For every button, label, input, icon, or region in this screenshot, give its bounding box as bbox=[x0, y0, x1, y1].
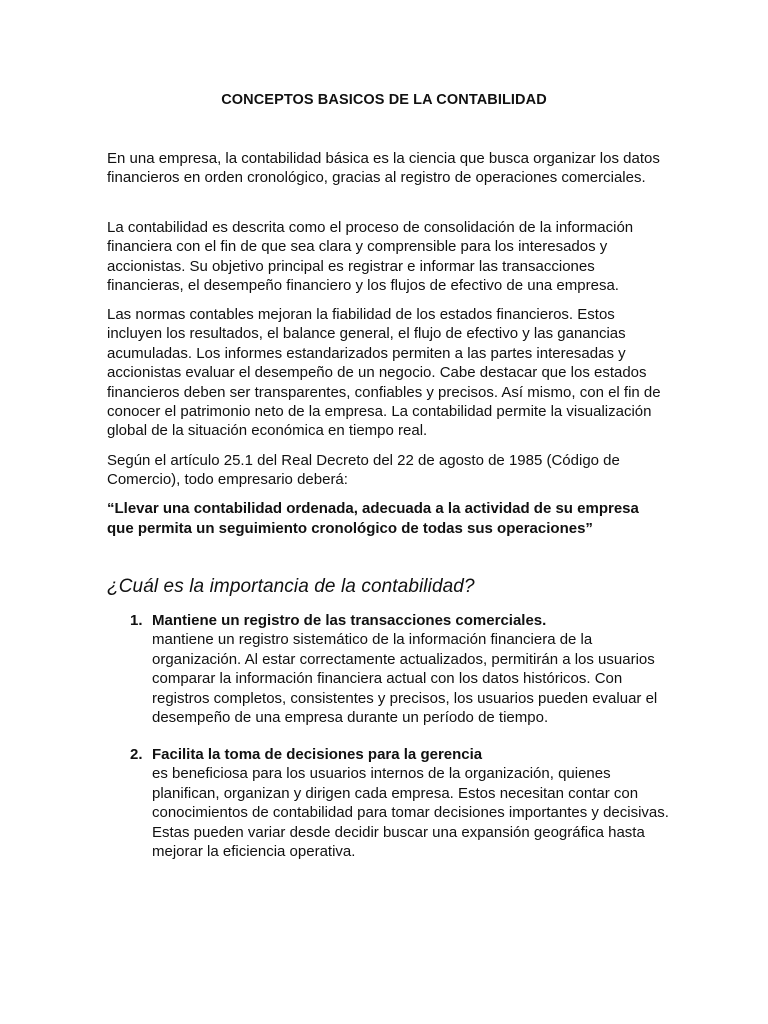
section-heading: ¿Cuál es la importancia de la contabilidad? bbox=[107, 576, 475, 597]
list-item-text: mantiene un registro sistemático de la información financiera de la organización. Al estar correctamente actualizados, permitirán a los usuarios comparar la información financiera actual con los datos históricos. Con registros completos, consistentes y precisos, los usuarios pueden evaluar el desempeño de una empresa durante un período de tiempo. bbox=[152, 631, 658, 727]
list-item-title: Mantiene un registro de las transacciones comerciales. bbox=[152, 612, 547, 629]
list-item-title: Facilita la toma de decisiones para la gerencia bbox=[152, 746, 483, 763]
list-item bbox=[130, 611, 670, 727]
list-item-text: es beneficiosa para los usuarios internos de la organización, quienes planifican, organizan y dirigen cada empresa. Estos necesitan contar con conocimientos de contabilidad para tomar decisiones importantes y decisivas. Estas pueden variar desde decidir buscar una expansión geográfica hasta mejorar la eficiencia operativa. bbox=[152, 765, 669, 861]
list-item-number: 2. bbox=[130, 746, 143, 763]
list-item bbox=[130, 745, 670, 861]
document-title: CONCEPTOS BASICOS DE LA CONTABILIDAD bbox=[221, 92, 547, 108]
paragraph-intro: En una empresa, la contabilidad básica es la ciencia que busca organizar los datos financieros en orden cronológico, gracias al registro de operaciones comerciales. bbox=[107, 150, 660, 187]
list-item-number: 1. bbox=[130, 612, 143, 629]
legal-quote: “Llevar una contabilidad ordenada, adecuada a la actividad de su empresa que permita un seguimiento cronológico de todas sus operaciones” bbox=[107, 500, 639, 537]
paragraph-definition: La contabilidad es descrita como el proceso de consolidación de la información financiera con el fin de que sea clara y comprensible para los interesados y accionistas. Su objetivo principal es registrar e informar las transacciones financieras, el desempeño financiero y los flujos de efectivo de una empresa. bbox=[107, 219, 634, 295]
paragraph-standards: Las normas contables mejoran la fiabilidad de los estados financieros. Estos incluyen los resultados, el balance general, el flujo de efectivo y las ganancias acumuladas. Los informes estandarizados permiten a las partes interesadas y accionistas evaluar el desempeño de un negocio. Cabe destacar que los estados financieros deben ser transparentes, confiables y precisos. Así mismo, con el fin de conocer el patrimonio neto de la empresa. La contabilidad permite la visualización global de la situación económica en tiempo real. bbox=[107, 306, 661, 440]
paragraph-legal-reference: Según el artículo 25.1 del Real Decreto del 22 de agosto de 1985 (Código de Comercio), todo empresario deberá: bbox=[107, 452, 620, 489]
